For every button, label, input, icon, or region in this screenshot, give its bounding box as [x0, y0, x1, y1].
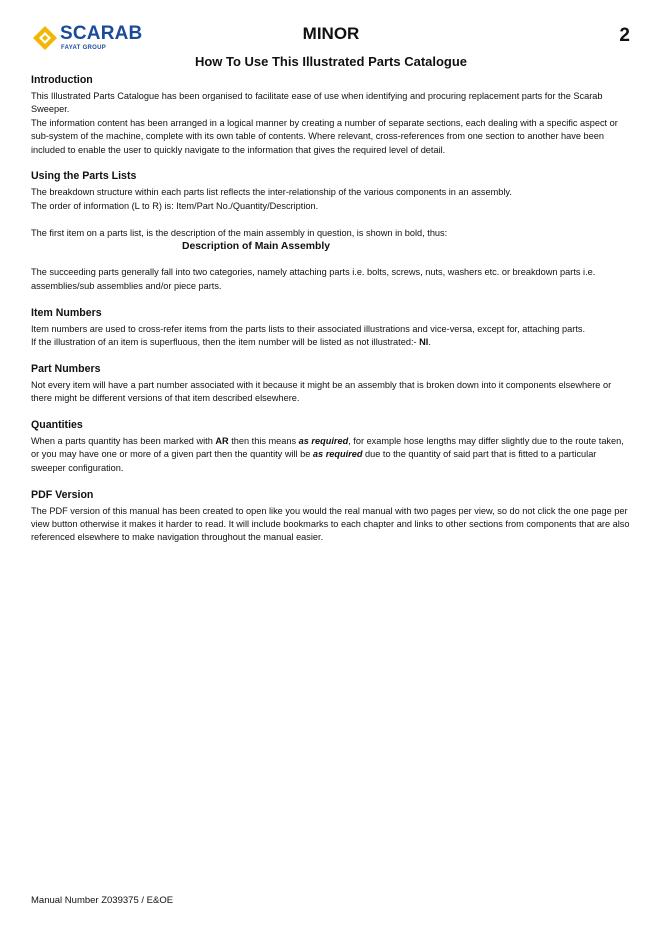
introduction-heading: Introduction [31, 74, 93, 86]
item-numbers-paragraph-2 [31, 336, 631, 349]
content [31, 74, 631, 545]
part-numbers-heading: Part Numbers [31, 362, 101, 375]
introduction-paragraph-1: This Illustrated Parts Catalogue has been organised to facilitate ease of use when identifying and procuring replacement parts for the Scarab Sweeper. [31, 91, 603, 115]
quantities-text-2: then this means [231, 436, 297, 447]
introduction-paragraph-2: The information content has been arranged in a logical manner by creating a number of separate sections, each dealing with a specific aspect or sub-system of the machine, complete with its own table of contents. Where relevant, cross-references from one section to another have been included to enable the user to quickly navigate to the information that gives the required level of detail. [31, 117, 618, 155]
ar-label: AR [215, 436, 229, 447]
part-numbers-section [31, 363, 631, 406]
pdf-version-section [31, 489, 631, 545]
item-numbers-section [31, 307, 631, 350]
quantities-text-4: due to the quantity of said part that is fitted to a particular sweeper configuration. [31, 449, 597, 473]
item-numbers-text: If the illustration of an item is superfluous, then the item number will be listed as not illustrated:- [31, 337, 417, 348]
page-number: 2 [619, 25, 630, 46]
quantities-heading: Quantities [31, 419, 83, 432]
main-assembly-example: Description of Main Assembly [181, 241, 330, 253]
parts-lists-heading: Using the Parts Lists [31, 170, 137, 183]
parts-lists-paragraph-3: The first item on a parts list, is the description of the main assembly in question, is shown in bold, thus: [31, 227, 448, 238]
parts-lists-paragraph-2: The order of information (L to R) is: Item/Part No./Quantity/Description. [31, 200, 319, 211]
quantities-paragraph [31, 435, 631, 475]
as-required-label-2: as required [312, 449, 363, 460]
pdf-version-heading: PDF Version [31, 488, 94, 501]
introduction-section [31, 74, 631, 157]
ni-label: NI [419, 337, 429, 348]
quantities-text-1: When a parts quantity has been marked with [31, 436, 213, 447]
period: . [428, 337, 431, 348]
item-numbers-paragraph-1: Item numbers are used to cross-refer items from the parts lists to their associated illustrations and vice-versa, except for, attaching parts. [31, 323, 586, 334]
item-numbers-heading: Item Numbers [31, 306, 102, 319]
parts-lists-paragraph-1: The breakdown structure within each parts list reflects the inter-relationship of the various components in an assembly. [31, 187, 512, 198]
pdf-version-paragraph: The PDF version of this manual has been created to open like you would the real manual with two pages per view, so do not click the one page per view button otherwise it makes it harder to read. It will include bookmarks to each chapter and links to other sections from components that are also referenced elsewhere to make navigation throughout the manual easier. [31, 505, 630, 543]
logo-text: SCARAB [60, 23, 143, 44]
part-numbers-paragraph: Not every item will have a part number associated with it because it might be an assembly that is broken down into it components elsewhere or there might be different versions of that item described elsewhere. [31, 379, 612, 404]
logo-subtext: FAYAT GROUP [61, 45, 107, 51]
parts-lists-section [31, 170, 631, 293]
parts-lists-paragraph-4: The succeeding parts generally fall into two categories, namely attaching parts i.e. bolts, screws, nuts, washers etc. or breakdown parts i.e. assemblies/sub assemblies and/or piece parts. [31, 267, 596, 291]
document-title: MINOR [302, 24, 360, 43]
footer-manual-number: Manual Number Z039375 / E&OE [31, 895, 174, 906]
quantities-text-3: , for example hose lengths may differ slightly due to the route taken, or you may have one or more of a given part then the quantity will be [31, 436, 624, 460]
section-title: How To Use This Illustrated Parts Catalogue [194, 54, 468, 69]
quantities-section [31, 419, 631, 475]
as-required-label-1: as required [298, 436, 349, 447]
